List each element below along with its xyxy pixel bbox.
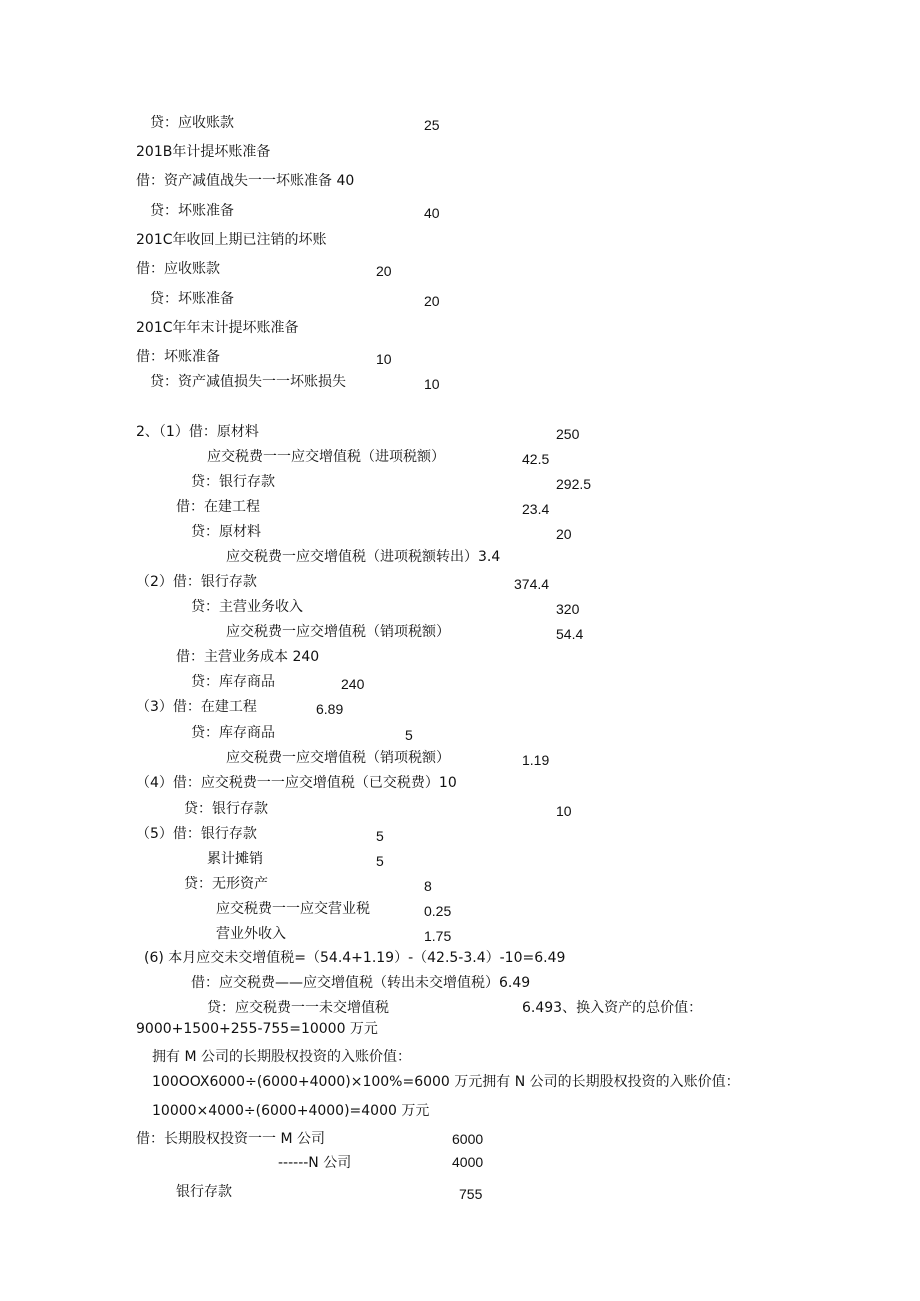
text-line: （2）借：银行存款: [136, 574, 257, 590]
amount: 1.75: [424, 928, 452, 944]
text-line: （5）借：银行存款: [136, 826, 257, 842]
amount: 8: [424, 878, 432, 894]
amount: 4000: [452, 1154, 484, 1170]
text-line: 应交税费一一应交增值税（进项税额）: [207, 449, 445, 465]
text-line: 借：资产减值战失一一坏账准备 40: [136, 173, 355, 189]
amount: 10: [424, 376, 440, 392]
text-line: 借：应交税费——应交增值税（转出未交增值税）6.49: [191, 975, 531, 991]
amount: 5: [376, 853, 384, 869]
text-line: 累计摊销: [207, 851, 263, 867]
amount: 10: [556, 803, 572, 819]
text-line: 贷：银行存款: [191, 474, 275, 490]
text-line: 9000+1500+255-755=10000 万元: [136, 1021, 378, 1037]
text-line: 2、（1）借：原材料: [136, 424, 259, 440]
amount: 320: [556, 601, 580, 617]
text-line: 201C年年末计提坏账准备: [136, 320, 299, 336]
text-line: 201B年计提坏账准备: [136, 144, 271, 160]
text-line: 201C年收回上期已注销的坏账: [136, 232, 327, 248]
text-line: 贷：库存商品: [191, 674, 275, 690]
text-line: 银行存款: [176, 1184, 232, 1200]
text-line: 贷：银行存款: [184, 801, 268, 817]
amount: 374.4: [514, 576, 550, 592]
text-line: ------N 公司: [278, 1155, 352, 1171]
amount: 20: [376, 263, 392, 279]
amount: 20: [556, 526, 572, 542]
text-line: 借：主营业务成本 240: [176, 649, 320, 665]
text-line: 10000×4000÷(6000+4000)=4000 万元: [152, 1103, 430, 1119]
amount: 42.5: [522, 451, 550, 467]
amount: 5: [376, 828, 384, 844]
text-line: 100OOX6000÷(6000+4000)×100%=6000 万元拥有 N 公司的长期股权投资的入账价值：: [152, 1074, 740, 1090]
text-line: 拥有 M 公司的长期股权投资的入账价值：: [152, 1049, 411, 1065]
text-line: (6) 本月应交未交增值税=（54.4+1.19）-（42.5-3.4）-10=6.49: [144, 950, 566, 966]
amount: 23.4: [522, 501, 550, 517]
text-line: 贷：原材料: [191, 524, 261, 540]
text-line: 贷：应交税费一一未交增值税: [207, 1000, 389, 1016]
amount: 6.89: [316, 701, 344, 717]
amount: 292.5: [556, 476, 592, 492]
text-line: 6.493、换入资产的总价值：: [522, 1000, 703, 1016]
amount: 250: [556, 426, 580, 442]
amount: 20: [424, 293, 440, 309]
amount: 240: [341, 676, 365, 692]
text-line: （3）借：在建工程: [136, 699, 257, 715]
amount: 755: [459, 1186, 483, 1202]
amount: 25: [424, 117, 440, 133]
text-line: 应交税费一应交增值税（进项税额转出）3.4: [226, 549, 501, 565]
amount: 0.25: [424, 903, 452, 919]
text-line: 借：应收账款: [136, 261, 220, 277]
text-line: 贷：坏账准备: [150, 203, 234, 219]
text-line: 借：长期股权投资一一 M 公司: [136, 1131, 325, 1147]
text-line: 贷：坏账准备: [150, 291, 234, 307]
amount: 6000: [452, 1131, 484, 1147]
text-line: 应交税费一应交增值税（销项税额）: [226, 624, 450, 640]
amount: 1.19: [522, 752, 550, 768]
amount: 5: [405, 727, 413, 743]
text-line: 应交税费一一应交营业税: [216, 901, 370, 917]
text-line: 借：坏账准备: [136, 349, 220, 365]
text-line: 营业外收入: [216, 926, 286, 942]
amount: 40: [424, 205, 440, 221]
amount: 54.4: [556, 626, 584, 642]
text-line: 贷：库存商品: [191, 725, 275, 741]
text-line: （4）借：应交税费一一应交增值税（已交税费）10: [136, 775, 457, 791]
text-line: 贷：应收账款: [150, 115, 234, 131]
text-line: 借：在建工程: [176, 499, 260, 515]
text-line: 贷：资产减值损失一一坏账损失: [150, 374, 346, 390]
text-line: 应交税费一应交增值税（销项税额）: [226, 750, 450, 766]
text-line: 贷：主营业务收入: [191, 599, 303, 615]
text-line: 贷：无形资产: [184, 876, 268, 892]
amount: 10: [376, 351, 392, 367]
